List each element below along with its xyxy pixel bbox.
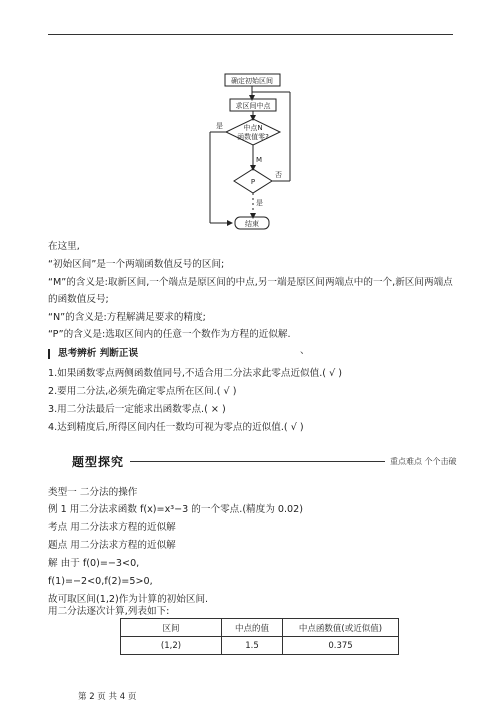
think-q4: 4.达到精度后,所得区间内任一数均可视为零点的近似值.( √ ): [48, 422, 304, 433]
decision1-line2: 函数值零?: [237, 133, 269, 141]
table-header-row: [121, 619, 399, 637]
start-label: 确定初始区间: [231, 77, 273, 85]
table-cell: 1.5: [222, 637, 283, 655]
section-right-label: 重点难点 个个击破: [390, 457, 457, 466]
table-header-cell: 中点的值: [222, 619, 283, 637]
tidian-line: 题点 用二分法求方程的近似解: [48, 540, 176, 551]
page-footer: 第 2 页 共 4 页: [78, 692, 137, 702]
think-dot: 、: [300, 345, 310, 356]
table-header-cell: 区间: [121, 619, 222, 637]
interval-line: 故可取区间(1,2)作为计算的初始区间.: [48, 594, 209, 605]
calc-table: [120, 618, 399, 655]
think-q3: 3.用二分法最后一定能求出函数零点.( × ): [48, 404, 226, 415]
table-intro-line: 用二分法逐次计算,列表如下:: [48, 606, 170, 617]
no1-label: M: [256, 156, 263, 164]
intro-line-4: “N”的含义是:方程解满足要求的精度;: [48, 312, 206, 323]
decision1-line1: 中点N: [243, 124, 263, 132]
f12-line: f(1)=−2<0,f(2)=5>0,: [48, 576, 153, 587]
think-q2: 2.要用二分法,必须先确定零点所在区间.( √ ): [48, 386, 237, 397]
table-header-cell: 中点函数值(或近似值): [283, 619, 399, 637]
think-header: 思考辨析 判断正误: [58, 348, 139, 359]
solution-line: 解 由于 f(0)=−3<0,: [48, 558, 140, 569]
table-cell: (1,2): [121, 637, 222, 655]
kaodian-line: 考点 用二分法求方程的近似解: [48, 522, 176, 533]
yes1-label: 是: [216, 122, 223, 130]
table-row: [121, 637, 399, 655]
think-marker: [48, 349, 50, 359]
midpoint-label: 求区间中点: [235, 102, 271, 110]
intro-here: 在这里,: [48, 241, 80, 252]
think-q1: 1.如果函数零点两侧函数值同号,不适合用二分法求此零点近似值.( √ ): [48, 368, 342, 379]
example-line: 例 1 用二分法求函数 f(x)=x³−3 的一个零点.(精度为 0.02): [48, 504, 303, 515]
intro-line-5: “P”的含义是:选取区间内的任意一个数作为方程的近似解.: [48, 329, 291, 340]
decision2-label: P: [250, 178, 256, 186]
decision-diamond-1: [226, 119, 280, 145]
end-label: 结束: [245, 220, 259, 228]
intro-line-1: “初始区间”是一个两端函数值反号的区间;: [48, 259, 225, 270]
table-cell: 0.375: [283, 637, 399, 655]
yes2b-label: 是: [256, 199, 263, 207]
section-title: 题型探究: [72, 455, 125, 469]
intro-line-2: “M”的含义是:取新区间,一个端点是原区间的中点,另一端是原区间两端点中的一个,新区间两端点: [48, 277, 453, 288]
type-line: 类型一 二分法的操作: [48, 487, 138, 498]
header-rule: [48, 34, 453, 35]
section-rule: [130, 461, 385, 462]
yes2-label: 否: [275, 171, 282, 179]
intro-line-3: 的函数值反号;: [48, 294, 109, 305]
bisection-flowchart: [180, 68, 310, 238]
